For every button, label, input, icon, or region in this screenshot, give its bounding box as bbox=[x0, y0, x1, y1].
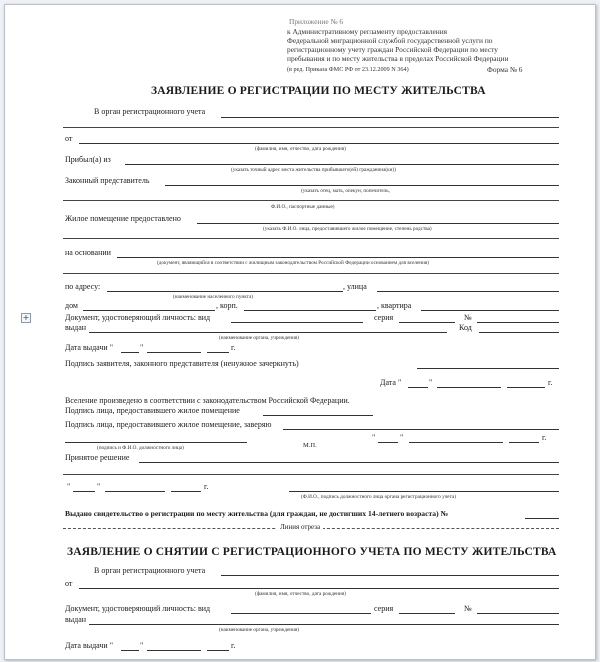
sign-provider-label: Подпись лица, предоставившего жилое помещение bbox=[65, 406, 240, 415]
house-field[interactable] bbox=[83, 310, 215, 311]
header-amendment: (в ред. Приказа ФМС РФ от 23.12.2009 N 364) bbox=[287, 66, 409, 73]
organ-field[interactable] bbox=[221, 117, 559, 118]
from-field[interactable] bbox=[79, 588, 559, 589]
year-label: г. bbox=[231, 343, 236, 352]
doc-label: Документ, удостоверяющий личность: вид bbox=[65, 313, 211, 322]
series-field[interactable] bbox=[399, 322, 455, 323]
decision-field-line2[interactable] bbox=[63, 474, 559, 475]
number-label: № bbox=[464, 313, 472, 322]
basis-hint: (документ, являющийся в соответствии с жилищным законодательством Российской Федерации основанием для вселения) bbox=[157, 260, 429, 266]
sign-provider-field[interactable] bbox=[263, 415, 373, 416]
number-field[interactable] bbox=[477, 613, 559, 614]
sign-provider2-label: Подпись лица, предоставившего жилое помещение, заверяю bbox=[65, 420, 272, 429]
date-label: Дата " bbox=[380, 378, 402, 387]
year-label: г. bbox=[542, 433, 547, 442]
from-hint: (фамилия, имя, отчество, дата рождения) bbox=[255, 591, 346, 597]
date-day-field[interactable] bbox=[408, 387, 428, 388]
issued-field[interactable] bbox=[89, 332, 447, 333]
issue-day-field[interactable] bbox=[121, 352, 139, 353]
issue-year-field[interactable] bbox=[207, 352, 229, 353]
issue-day-field[interactable] bbox=[121, 650, 139, 651]
basis-field[interactable] bbox=[117, 257, 559, 258]
official-day-field[interactable] bbox=[378, 442, 398, 443]
code-label: Код bbox=[459, 323, 472, 332]
year-label: г. bbox=[231, 641, 236, 650]
header-line: пребывания и по месту жительства в пределах Российской Федерации bbox=[287, 54, 509, 63]
form-number: Форма № 6 bbox=[487, 65, 523, 74]
header-line: к Административному регламенту предоставления bbox=[287, 27, 448, 36]
housing-field[interactable] bbox=[197, 223, 559, 224]
address-label: по адресу: bbox=[65, 282, 101, 291]
issue-date-label: Дата выдачи " bbox=[65, 641, 113, 650]
issued-label: выдан bbox=[65, 323, 87, 332]
issue-month-field[interactable] bbox=[147, 650, 201, 651]
issue-year-field[interactable] bbox=[207, 650, 229, 651]
housing-hint: (указать Ф.И.О. лица, предоставившего жилое помещение, степень родства) bbox=[263, 226, 432, 232]
from-field[interactable] bbox=[79, 143, 559, 144]
representative-hint: (указать отец, мать, опекун, попечитель, bbox=[301, 188, 390, 194]
year-label: г. bbox=[204, 482, 209, 491]
date-year-field[interactable] bbox=[507, 387, 545, 388]
basis-label: на основании bbox=[65, 248, 111, 257]
housing-field-line2[interactable] bbox=[63, 238, 559, 239]
form2-title: ЗАЯВЛЕНИЕ О СНЯТИИ С РЕГИСТРАЦИОННОГО УЧЕТА ПО МЕСТУ ЖИТЕЛЬСТВА bbox=[67, 546, 557, 558]
number-label: № bbox=[464, 604, 472, 613]
korp-field[interactable] bbox=[244, 310, 376, 311]
year-label: г. bbox=[548, 378, 553, 387]
decision-month-field[interactable] bbox=[105, 491, 165, 492]
official2-signature-field[interactable] bbox=[289, 491, 559, 492]
series-label: серия bbox=[374, 313, 394, 322]
from-label: от bbox=[65, 134, 73, 143]
from-label: от bbox=[65, 579, 73, 588]
doc-label: Документ, удостоверяющий личность: вид bbox=[65, 604, 211, 613]
street-label: , улица bbox=[343, 282, 367, 291]
official-signature-field[interactable] bbox=[65, 442, 247, 443]
doc-type-field[interactable] bbox=[231, 613, 371, 614]
from-hint: (фамилия, имя, отчество, дата рождения) bbox=[255, 146, 346, 152]
series-label: серия bbox=[374, 604, 394, 613]
signature-field[interactable] bbox=[417, 368, 559, 369]
street-field[interactable] bbox=[377, 291, 559, 292]
date-month-field[interactable] bbox=[437, 387, 501, 388]
quote-mark: " bbox=[429, 378, 433, 387]
organ-field-line2[interactable] bbox=[63, 127, 559, 128]
quote-mark: " bbox=[140, 343, 144, 352]
house-label: дом bbox=[65, 301, 78, 310]
number-field[interactable] bbox=[477, 322, 559, 323]
fio-hint: Ф.И.О., паспортные данные) bbox=[271, 204, 335, 210]
issued-label: выдан bbox=[65, 615, 87, 624]
doc-type-field[interactable] bbox=[231, 322, 363, 323]
representative-label: Законный представитель bbox=[65, 176, 150, 185]
decision-day-field[interactable] bbox=[73, 491, 95, 492]
appendix-number: Приложение № 6 bbox=[289, 17, 344, 26]
quote-mark: " bbox=[67, 482, 71, 491]
decision-year-field[interactable] bbox=[171, 491, 201, 492]
decision-label: Принятое решение bbox=[65, 453, 130, 462]
organ-hint: (наименование органа, учреждения) bbox=[219, 335, 299, 341]
expand-icon[interactable]: + bbox=[22, 313, 30, 322]
organ-field[interactable] bbox=[221, 575, 559, 576]
quote-mark: " bbox=[372, 433, 376, 442]
official-year-field[interactable] bbox=[509, 442, 539, 443]
settlement-hint: (наименование населенного пункта) bbox=[173, 294, 254, 300]
code-field[interactable] bbox=[479, 332, 559, 333]
arrived-hint: (указать точный адрес места жительства прибывшего(ей) гражданина(ки)) bbox=[231, 167, 396, 173]
settlement-field[interactable] bbox=[107, 291, 343, 292]
apt-field[interactable] bbox=[421, 310, 559, 311]
quote-mark: " bbox=[400, 433, 404, 442]
organ-label: В орган регистрационного учета bbox=[94, 566, 206, 575]
arrived-label: Прибыл(а) из bbox=[65, 155, 111, 164]
issue-month-field[interactable] bbox=[147, 352, 201, 353]
official2-hint: (Ф.И.О., подпись должностного лица органа регистрационного учета) bbox=[301, 494, 456, 500]
korp-label: , корп. bbox=[216, 301, 238, 310]
quote-mark: " bbox=[140, 641, 144, 650]
header-line: Федеральной миграционной службой государственной услуги по bbox=[287, 36, 493, 45]
representative-field-line2[interactable] bbox=[63, 200, 559, 201]
apt-label: , квартира bbox=[377, 301, 412, 310]
series-field[interactable] bbox=[399, 613, 455, 614]
decision-field[interactable] bbox=[139, 462, 559, 463]
form1-title: ЗАЯВЛЕНИЕ О РЕГИСТРАЦИИ ПО МЕСТУ ЖИТЕЛЬСТВА bbox=[151, 85, 486, 97]
settle-text: Вселение произведено в соответствии с законодательством Российской Федерации. bbox=[65, 396, 350, 405]
housing-label: Жилое помещение предоставлено bbox=[65, 214, 181, 223]
issue-date-label: Дата выдачи " bbox=[65, 343, 113, 352]
certificate-number-field[interactable] bbox=[525, 518, 559, 519]
quote-mark: " bbox=[97, 482, 101, 491]
official-month-field[interactable] bbox=[409, 442, 503, 443]
issued-field[interactable] bbox=[89, 624, 559, 625]
arrived-field[interactable] bbox=[125, 164, 559, 165]
document-page bbox=[4, 4, 596, 660]
organ-label: В орган регистрационного учета bbox=[94, 107, 206, 116]
official-hint: (подпись и Ф.И.О. должностного лица) bbox=[97, 445, 184, 451]
cut-line-label: Линия отреза bbox=[277, 523, 323, 532]
signature-label: Подпись заявителя, законного представителя (ненужное зачеркнуть) bbox=[65, 359, 299, 368]
sign-provider2-field[interactable] bbox=[283, 429, 559, 430]
basis-field-line2[interactable] bbox=[63, 273, 559, 274]
stamp-label: М.П. bbox=[303, 442, 317, 449]
certificate-text: Выдано свидетельство о регистрации по месту жительства (для граждан, не достигших 14-летнего возраста) № bbox=[65, 509, 449, 518]
organ-hint: (наименование органа, учреждения) bbox=[219, 627, 299, 633]
header-line: регистрационному учету граждан Российской Федерации по месту bbox=[287, 45, 498, 54]
representative-field[interactable] bbox=[165, 185, 559, 186]
